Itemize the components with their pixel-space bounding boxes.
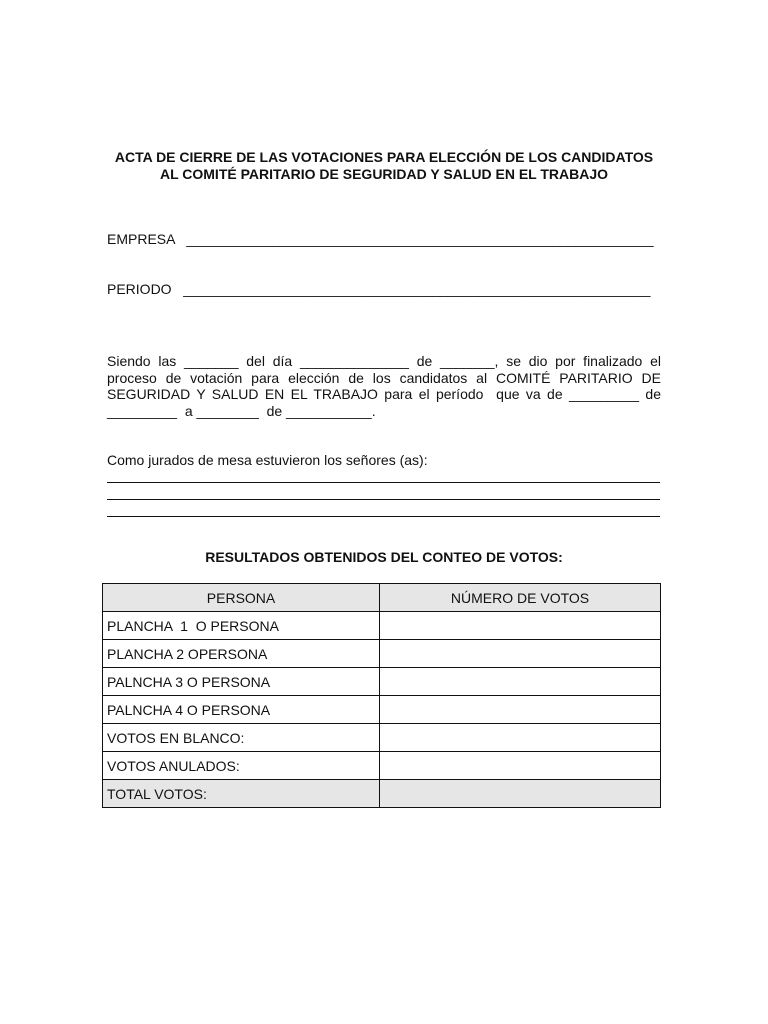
paragraph-line-4: _________ a ________ de ___________. — [107, 402, 376, 419]
row-label: PLANCHA 2 OPERSONA — [103, 640, 380, 668]
title-line-2: AL COMITÉ PARITARIO DE SEGURIDAD Y SALUD EN EL TRABAJO — [159, 166, 609, 182]
jurado-blank-line — [107, 499, 660, 500]
row-label: VOTOS ANULADOS: — [103, 752, 380, 780]
paragraph-line-3: SEGURIDAD Y SALUD EN EL TRABAJO para el período que va de _________ de — [107, 386, 661, 402]
votes-cell — [380, 640, 661, 668]
closing-statement-paragraph — [107, 353, 661, 419]
table-row — [103, 752, 661, 780]
table-row — [103, 696, 661, 724]
table-header-row — [103, 584, 661, 612]
votes-cell — [380, 612, 661, 640]
jurado-blank-line — [107, 516, 660, 517]
table-row-total — [103, 780, 661, 808]
row-label: PALNCHA 3 O PERSONA — [103, 668, 380, 696]
votes-cell — [380, 780, 661, 808]
document-title — [0, 149, 768, 183]
row-label: VOTOS EN BLANCO: — [103, 724, 380, 752]
results-table — [102, 583, 661, 808]
empresa-field: EMPRESA ____________________________________________________________ — [107, 231, 654, 247]
periodo-field: PERIODO ____________________________________________________________ — [107, 281, 651, 297]
jurados-label: Como jurados de mesa estuvieron los señores (as): — [107, 452, 428, 468]
header-persona: PERSONA — [103, 584, 380, 612]
table-row — [103, 668, 661, 696]
row-label: PLANCHA 1 O PERSONA — [103, 612, 380, 640]
table-row — [103, 640, 661, 668]
paragraph-line-2: proceso de votación para elección de los candidatos al COMITÉ PARITARIO DE — [107, 369, 661, 386]
row-label: TOTAL VOTOS: — [103, 780, 380, 808]
votes-cell — [380, 696, 661, 724]
table-row — [103, 612, 661, 640]
table-row — [103, 724, 661, 752]
votes-cell — [380, 724, 661, 752]
row-label: PALNCHA 4 O PERSONA — [103, 696, 380, 724]
results-title: RESULTADOS OBTENIDOS DEL CONTEO DE VOTOS: — [205, 549, 563, 565]
votes-cell — [380, 752, 661, 780]
header-numero-votos: NÚMERO DE VOTOS — [380, 584, 661, 612]
votes-cell — [380, 668, 661, 696]
title-line-1: ACTA DE CIERRE DE LAS VOTACIONES PARA ELECCIÓN DE LOS CANDIDATOS — [114, 149, 654, 165]
paragraph-line-1: Siendo las _______ del día ______________ de _______, se dio por finalizado el — [107, 353, 661, 369]
jurado-blank-line — [107, 482, 660, 483]
